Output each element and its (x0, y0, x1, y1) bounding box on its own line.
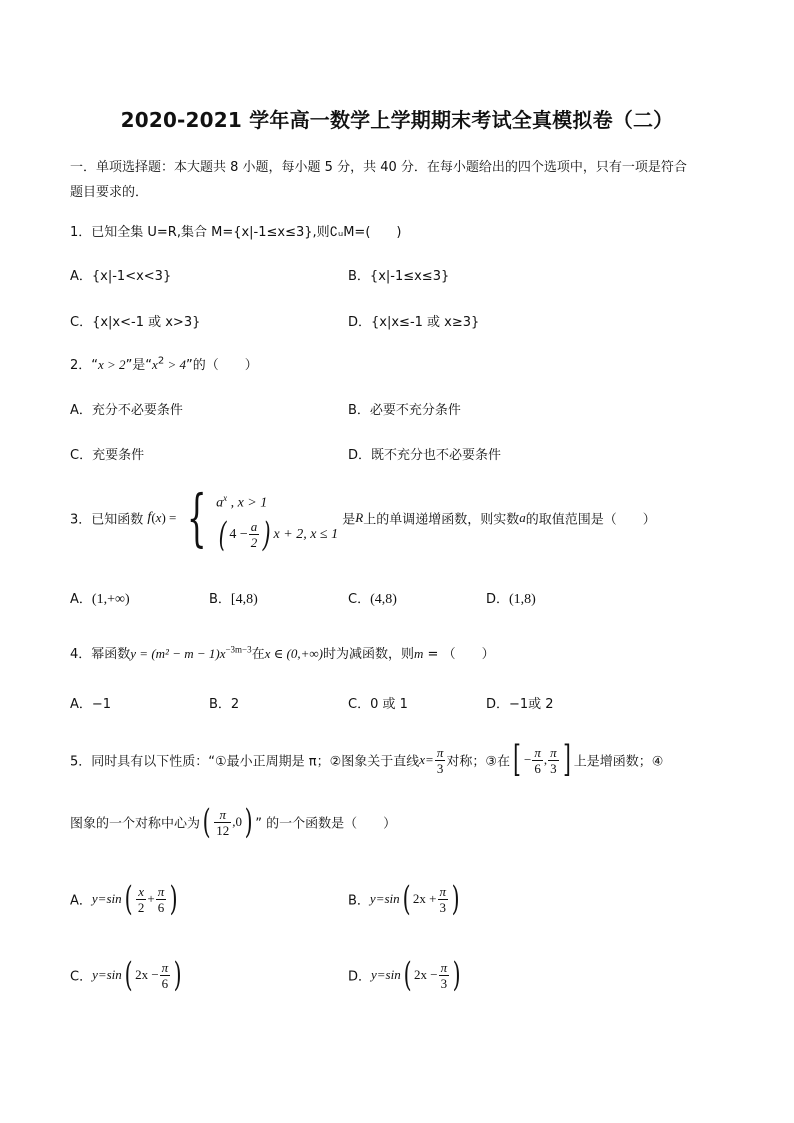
q2-stem: 2．“x > 2”是“$x^2 > 4$”的（ ） (70, 355, 258, 373)
q3-alpha: a (519, 509, 526, 525)
section-instruction-line2: 题目要求的． (70, 185, 149, 200)
q5-pre: 5．同时具有以下性质：“①最小正周期是 π；②图象关于直线 (70, 754, 420, 770)
q4-exponent: −3m−3 (225, 644, 252, 655)
q4-formula: y = (m² − m − 1)x (130, 646, 226, 661)
q3-pre: 3．已知函数 (70, 512, 144, 528)
q2-cond2b: > 4 (164, 357, 186, 372)
q4-m: m (414, 646, 424, 661)
q3-row1b: , x > 1 (227, 495, 268, 511)
q2-post: ”的（ ） (185, 358, 258, 373)
q4-option-b: B．2 (209, 697, 240, 712)
q5-option-d: D．y=sin( 2x − $\frac{\pi}{3}$ ) (348, 955, 461, 995)
q3-row2b: x + 2, x ≤ 1 (273, 526, 339, 542)
q3-row2-num: a (250, 519, 258, 535)
q3-row2a: 4 − (229, 526, 248, 542)
q2-option-d: D．既不充分也不必要条件 (348, 448, 502, 463)
q4-mid: 在 (251, 647, 265, 662)
q2-option-a: A．充分不必要条件 (70, 403, 183, 418)
q5-stem-line2: 图象的一个对称中心为( $\frac{\pi}{12}$ ,0) ” 的一个函数是（ ） (70, 802, 397, 842)
q4-post2: = （ ） (423, 647, 495, 662)
q2-cond1: x > 2 (98, 357, 126, 372)
section-instruction-line1: 一．单项选择题：本大题共 8 小题，每小题 5 分，共 40 分．在每小题给出的四个选项中，只有一项是符合 (70, 160, 687, 175)
q5-option-a: A．y=sin( $\frac{x}{2}$ + $\frac{\pi}{6}$ ) (70, 879, 178, 919)
q3-piecewise: $a^x$ , x > 1 ( 4 − $\frac{a}{2}$ ) x + 2, x ≤ 1 (216, 493, 339, 555)
q5-option-c: C．y=sin( 2x − $\frac{\pi}{6}$ ) (70, 955, 182, 995)
q4-option-d: D．−1或 2 (486, 697, 554, 712)
q2-option-b: B．必要不充分条件 (348, 403, 461, 418)
q1-option-d: D．{x|x≤-1 或 x≥3} (348, 315, 480, 330)
q4-option-c: C．0 或 1 (348, 697, 408, 712)
q5-stem-line1: 5．同时具有以下性质：“①最小正周期是 π；②图象关于直线x= $\frac{\pi}{3}$ 对称；③在[ − $\frac{\pi}{6}$ , $\frac{\pi}{3}$ ] 上是增函数；④ (70, 739, 664, 780)
q2-option-c: C．充要条件 (70, 448, 145, 463)
q4-post: 时为减函数，则 (323, 647, 415, 662)
q1-option-c: C．{x|x<-1 或 x>3} (70, 315, 201, 330)
q2-pre: 2．“ (70, 358, 99, 373)
q1-stem: 1．已知全集 U=R,集合 M={x|-1≤x≤3},则∁ᵤM=( ) (70, 225, 402, 240)
q3-post3: 的取值范围是（ ） (525, 512, 656, 528)
q2-cond2a: x (152, 357, 158, 372)
q3-post1: 是 (342, 512, 356, 528)
q4-option-a: A．−1 (70, 697, 112, 712)
q4-stem (70, 643, 495, 662)
q3-option-b: B．[4,8) (209, 592, 258, 607)
q5-option-b: B．y=sin( 2x + $\frac{\pi}{3}$ ) (348, 879, 460, 919)
q4-cond: x ∈ (0,+∞) (264, 646, 323, 661)
q3-option-a: A．(1,+∞) (70, 592, 130, 607)
q3-post2: 上的单调递增函数，则实数 (363, 512, 520, 528)
q4-pre: 4．幂函数 (70, 647, 131, 662)
page-title: 2020-2021 学年高一数学上学期期末考试全真模拟卷（二） (120, 108, 674, 132)
q3-stem: 3．已知函数 f(x) = { $a^x$ , x > 1 ( 4 − $\frac{a}{2}$ ) x + 2, x ≤ 1 是R上的单调递增函数，则实数a的取值范围是（ ） (70, 480, 656, 555)
q2-mid: ”是“ (125, 358, 153, 373)
q3-row1: a (216, 495, 224, 511)
q3-option-c: C．(4,8) (348, 592, 397, 607)
q3-row2-den: 2 (250, 535, 258, 551)
q1-option-b: B．{x|-1≤x≤3} (348, 269, 450, 284)
q1-option-a: A．{x|-1<x<3} (70, 269, 172, 284)
q3-R: R (355, 509, 364, 525)
q3-option-d: D．(1,8) (486, 592, 536, 607)
